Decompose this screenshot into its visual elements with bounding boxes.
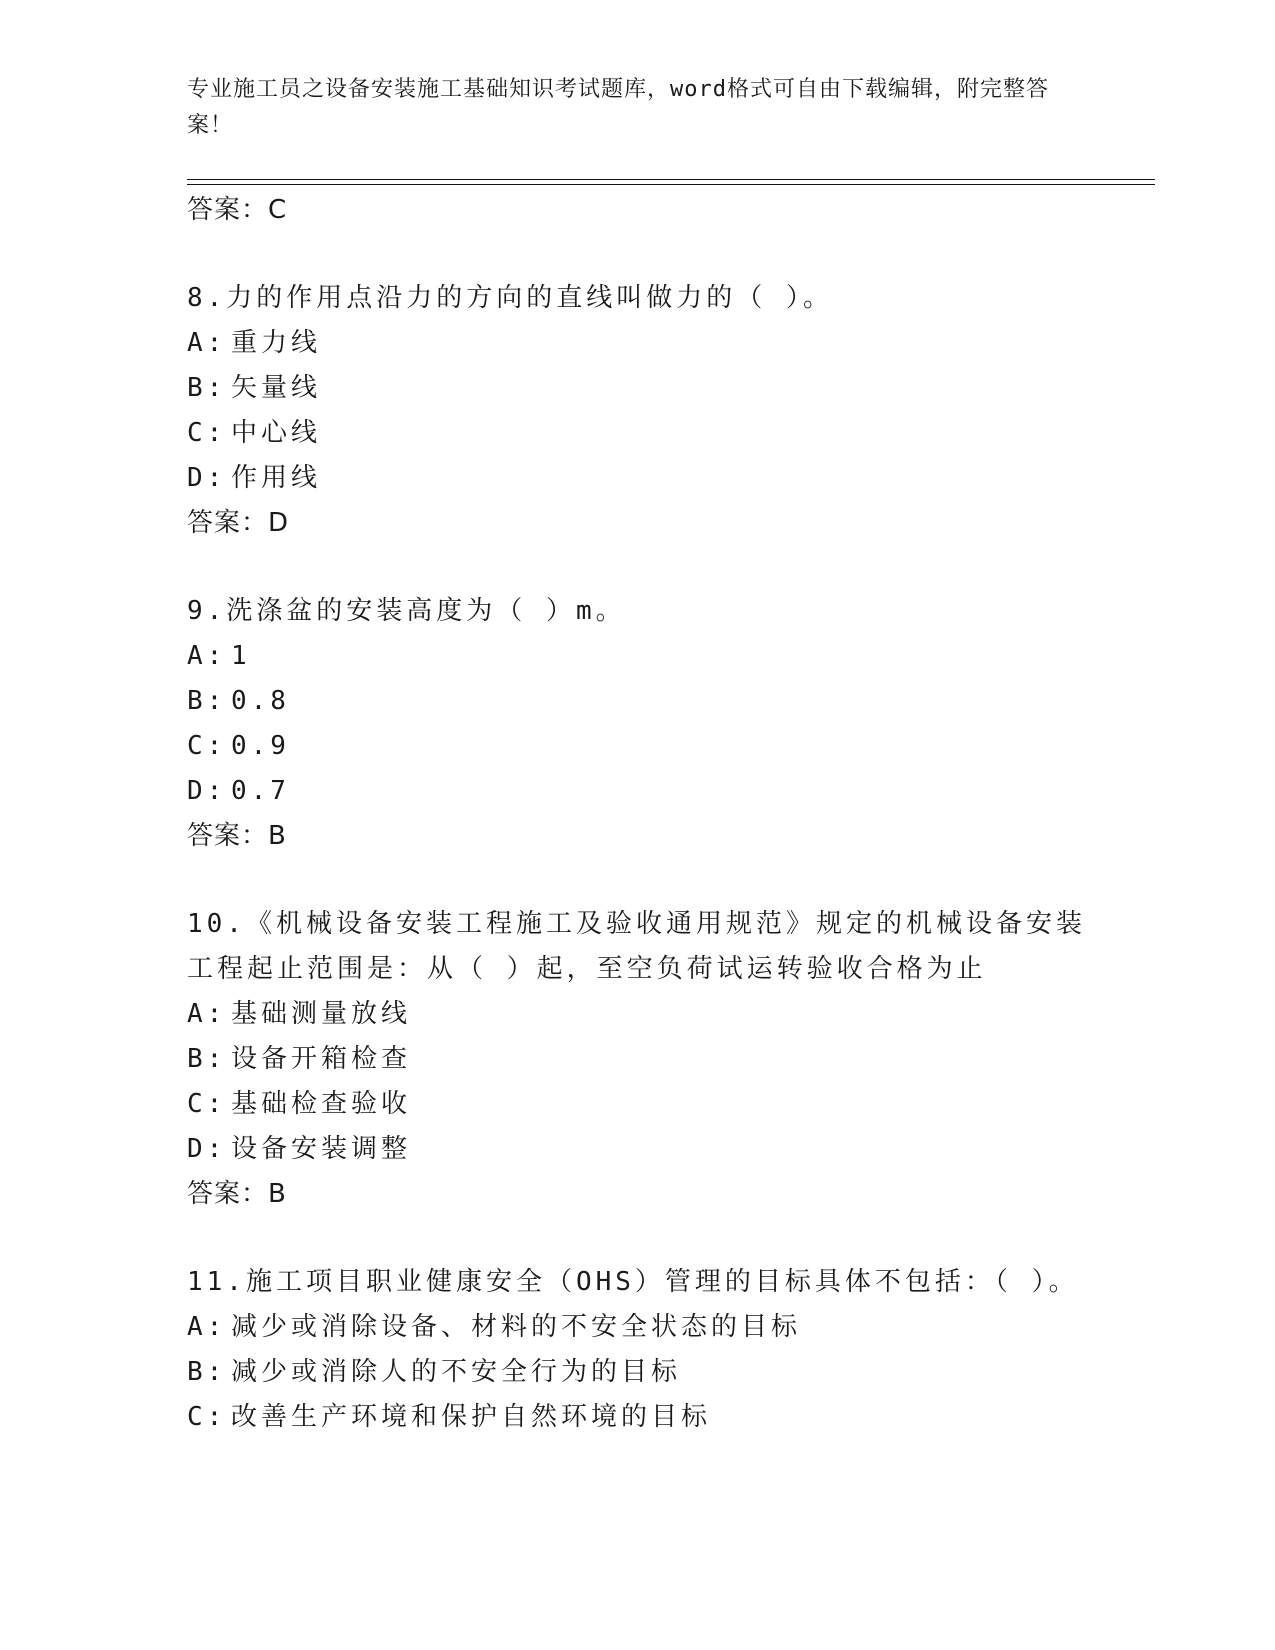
question-11 [187, 1260, 1087, 1440]
question-stem: 11.施工项目职业健康安全（OHS）管理的目标具体不包括：（ ）。 [187, 1267, 1079, 1297]
option-text: 0.7 [231, 776, 290, 806]
option-text: 基础检查验收 [231, 1089, 412, 1119]
header-divider-top [187, 179, 1155, 180]
option-text: 矢量线 [231, 373, 322, 403]
option-key: C: [187, 1089, 227, 1119]
option-text: 中心线 [231, 418, 322, 448]
option-key: A: [187, 328, 227, 358]
option-key: B: [187, 1044, 227, 1074]
option-text: 重力线 [231, 328, 322, 358]
option-d [187, 456, 1087, 501]
question-stem: 9.洗涤盆的安装高度为（ ）m。 [187, 596, 626, 626]
option-d [187, 769, 1087, 814]
option-key: B: [187, 373, 227, 403]
option-key: B: [187, 686, 227, 716]
question-9 [187, 589, 1087, 859]
option-text: 作用线 [231, 463, 322, 493]
option-a [187, 321, 1087, 366]
option-key: A: [187, 999, 227, 1029]
option-b [187, 679, 1087, 724]
header-divider-bottom [187, 184, 1155, 185]
option-key: B: [187, 1357, 227, 1387]
option-text: 0.9 [231, 731, 290, 761]
option-key: D: [187, 1134, 227, 1164]
option-key: C: [187, 1402, 227, 1432]
question-stem: 8.力的作用点沿力的方向的直线叫做力的（ ）。 [187, 283, 833, 313]
option-c [187, 1395, 1087, 1440]
option-text: 设备开箱检查 [231, 1044, 412, 1074]
answer-line: 答案：B [187, 1179, 287, 1209]
document-header [187, 72, 1067, 144]
answer-line: 答案：C [187, 195, 288, 225]
option-key: A: [187, 641, 227, 671]
option-key: D: [187, 463, 227, 493]
option-text: 减少或消除人的不安全行为的目标 [231, 1357, 682, 1387]
option-b [187, 1350, 1087, 1395]
option-b [187, 1037, 1087, 1082]
option-text: 设备安装调整 [231, 1134, 412, 1164]
option-text: 改善生产环境和保护自然环境的目标 [231, 1402, 712, 1432]
question-8 [187, 276, 1087, 546]
option-c [187, 724, 1087, 769]
answer-line: 答案：B [187, 821, 287, 851]
answer-line: 答案：D [187, 508, 290, 538]
option-c [187, 411, 1087, 456]
option-a [187, 992, 1087, 1037]
question-list [187, 188, 1087, 1440]
question-stem: 10.《机械设备安装工程施工及验收通用规范》规定的机械设备安装工程起止范围是：从（ ）起，至空负荷试运转验收合格为止 [187, 909, 1086, 984]
option-text: 基础测量放线 [231, 999, 412, 1029]
option-text: 1 [231, 641, 251, 671]
option-b [187, 366, 1087, 411]
option-key: C: [187, 418, 227, 448]
option-d [187, 1127, 1087, 1172]
option-key: A: [187, 1312, 227, 1342]
question-10 [187, 902, 1087, 1217]
option-text: 减少或消除设备、材料的不安全状态的目标 [231, 1312, 802, 1342]
option-key: C: [187, 731, 227, 761]
option-c [187, 1082, 1087, 1127]
option-text: 0.8 [231, 686, 290, 716]
option-a [187, 1305, 1087, 1350]
option-key: D: [187, 776, 227, 806]
option-a [187, 634, 1087, 679]
header-text: 专业施工员之设备安装施工基础知识考试题库，word格式可自由下载编辑，附完整答案！ [187, 77, 1049, 138]
